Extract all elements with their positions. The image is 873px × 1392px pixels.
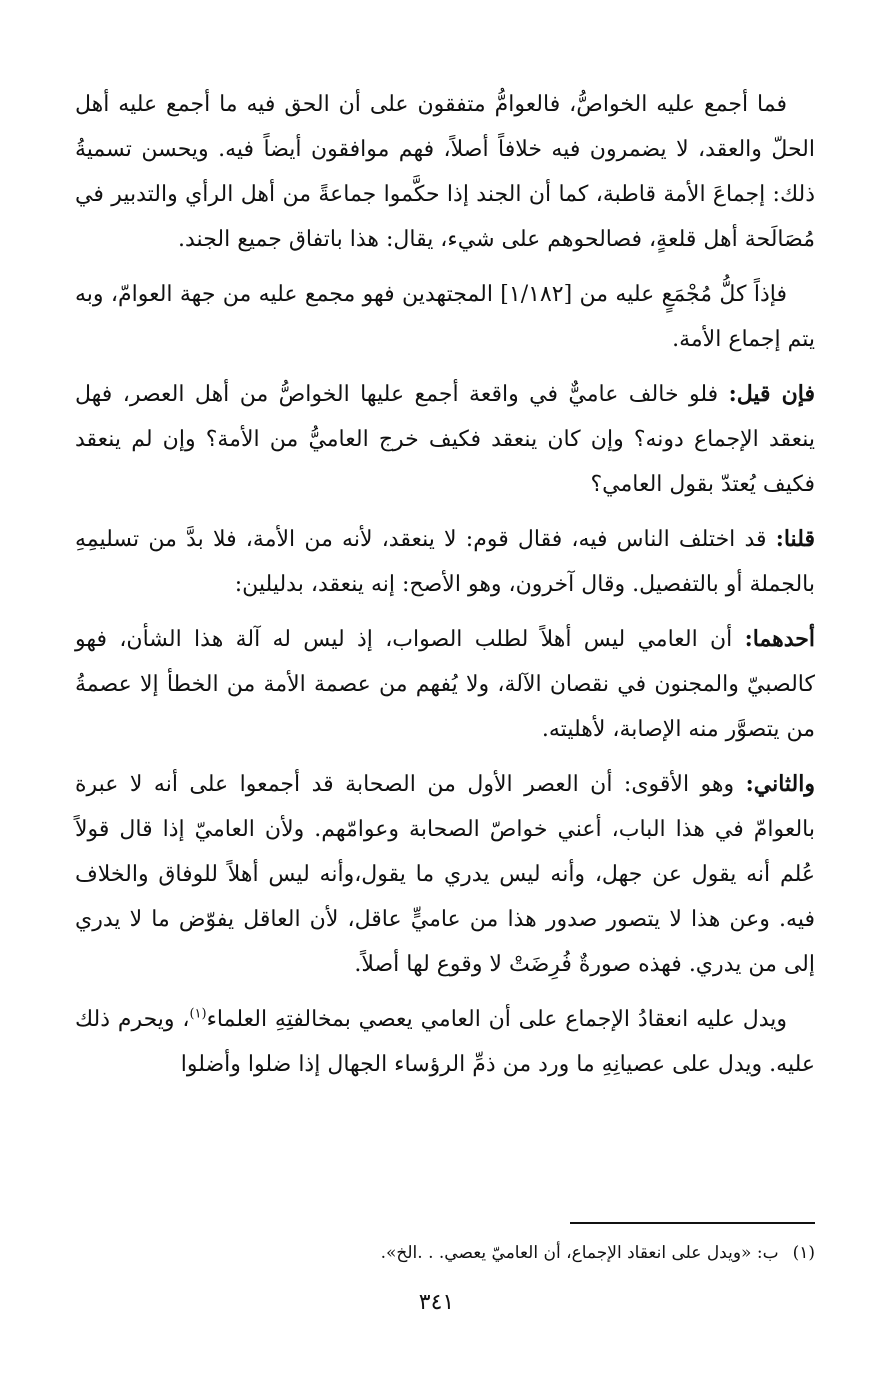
paragraph-lead: فإن قيل: [728,381,815,407]
paragraph-text: فإذاً كلُّ مُجْمَعٍ عليه من [١/١٨٢] المجتهدين فهو مجمع عليه من جهة العوامّ، وبه يتم إجماع الأمة. [75,282,815,352]
paragraph-2 [75,272,815,362]
paragraph-3 [75,372,815,507]
paragraph-text: قد اختلف الناس فيه، فقال قوم: لا ينعقد، لأنه من الأمة، فلا بدَّ من تسليمِهِ بالجملة أو بالتفصيل. وقال آخرون، وهو الأصح: إنه ينعقد، بدليلين: [75,527,815,597]
paragraph-text: وهو الأقوى: أن العصر الأول من الصحابة قد أجمعوا على أنه لا عبرة بالعوامّ في هذا الباب، أعني خواصّ الصحابة وعوامّهم. ولأن العاميّ إذا قال قولاً عُلم أنه يقول عن جهل، وأنه ليس يدري ما يقول،وأنه ليس أهلاً للوفاق والخلاف فيه. وعن هذا لا يتصور صدور هذا من عاميٍّ عاقل، لأن العاقل يفوّض ما لا يدري إلى من يدري. فهذه صورةٌ فُرِضَتْ لا وقوع لها أصلاً. [75,772,815,977]
paragraph-5 [75,617,815,752]
paragraph-lead: أحدهما: [744,626,815,652]
page-number: ٣٤١ [418,1290,455,1315]
paragraph-text: فلو خالف عاميٌّ في واقعة أجمع عليها الخواصُّ من أهل العصر، فهل ينعقد الإجماع دونه؟ وإن كان ينعقد فكيف خرج العاميُّ من الأمة؟ وإن لم ينعقد فكيف يُعتدّ بقول العامي؟ [75,382,815,497]
paragraph-text: أن العامي ليس أهلاً لطلب الصواب، إذ ليس له آلة هذا الشأن، فهو كالصبيّ والمجنون في نقصان الآلة، ولا يُفهم من عصمة الأمة من الخطأ إلا عصمةُ من يتصوَّر منه الإصابة، لأهليته. [75,627,815,742]
footnote-number: (١) [792,1243,815,1263]
paragraph-1 [75,82,815,262]
footnote [75,1238,815,1268]
paragraph-text: ويدل عليه انعقادُ الإجماع على أن العامي يعصي بمخالفتِهِ العلماء [206,1007,787,1032]
paragraph-text-continued: ، ويحرم ذلك عليه. ويدل على عصيانِهِ ما ورد من ذمِّ الرؤساء الجهال إذا ضلوا وأضلوا [75,1007,815,1077]
paragraph-4 [75,517,815,607]
page-body [75,82,815,1097]
paragraph-lead: والثاني: [745,771,815,797]
paragraph-6 [75,762,815,987]
paragraph-7 [75,997,815,1087]
footnote-reference[interactable]: (١) [189,1006,207,1022]
paragraph-lead: قلنا: [775,526,815,552]
footnote-divider [570,1222,815,1224]
paragraph-text: فما أجمع عليه الخواصُّ، فالعوامُّ متفقون على أن الحق فيه ما أجمع عليه أهل الحلّ والعقد، لا يضمرون فيه خلافاً أصلاً، فهم موافقون أيضاً فيه. ويحسن تسميةُ ذلك: إجماعَ الأمة قاطبة، كما أن الجند إذا حكَّموا جماعةً من أهل الرأي والتدبير في مُصَالَحة أهل قلعةٍ، فصالحوهم على شيء، يقال: هذا باتفاق جميع الجند. [75,92,815,252]
footnote-text: ب: «ويدل على انعقاد الإجماع، أن العاميّ يعصي. . .الخ». [380,1243,779,1263]
